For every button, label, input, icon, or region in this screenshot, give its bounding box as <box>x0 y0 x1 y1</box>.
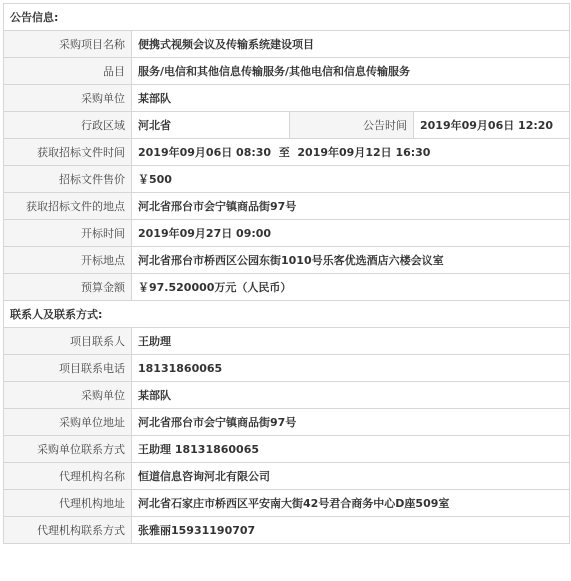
table-row <box>4 355 570 382</box>
table-row <box>4 166 570 193</box>
section-header-row <box>4 301 570 328</box>
table-row <box>4 274 570 301</box>
value-purchaser: 某部队 <box>132 85 570 112</box>
announcement-table <box>3 3 570 544</box>
value-agency-addr: 河北省石家庄市桥西区平安南大街42号君合商务中心D座509室 <box>132 490 570 517</box>
value-purchaser-addr: 河北省邢台市会宁镇商品街97号 <box>132 409 570 436</box>
table-row <box>4 58 570 85</box>
value-category: 服务/电信和其他信息传输服务/其他电信和信息传输服务 <box>132 58 570 85</box>
label-open-place: 开标地点 <box>4 247 132 274</box>
value-doc-place: 河北省邢台市会宁镇商品街97号 <box>132 193 570 220</box>
label-purchaser: 采购单位 <box>4 85 132 112</box>
label-contact-phone: 项目联系电话 <box>4 355 132 382</box>
table-row <box>4 490 570 517</box>
table-row <box>4 382 570 409</box>
table-row <box>4 247 570 274</box>
label-agency-addr: 代理机构地址 <box>4 490 132 517</box>
label-open-time: 开标时间 <box>4 220 132 247</box>
value-contact-phone: 18131860065 <box>132 355 570 382</box>
label-purchaser-contact: 采购单位联系方式 <box>4 436 132 463</box>
section-header-row <box>4 4 570 31</box>
value-project-name: 便携式视频会议及传输系统建设项目 <box>132 31 570 58</box>
section-title-announcement: 公告信息: <box>4 4 570 31</box>
label-doc-place: 获取招标文件的地点 <box>4 193 132 220</box>
table-row <box>4 517 570 544</box>
value-purchaser-2: 某部队 <box>132 382 570 409</box>
announcement-panel <box>3 3 569 544</box>
label-category: 品目 <box>4 58 132 85</box>
value-doc-time: 2019年09月06日 08:30 至 2019年09月12日 16:30 <box>132 139 570 166</box>
table-row <box>4 220 570 247</box>
label-project-name: 采购项目名称 <box>4 31 132 58</box>
table-row <box>4 436 570 463</box>
label-contact: 项目联系人 <box>4 328 132 355</box>
label-announce-time: 公告时间 <box>290 112 414 139</box>
value-announce-time: 2019年09月06日 12:20 <box>414 112 570 139</box>
value-region: 河北省 <box>132 112 290 139</box>
value-agency-contact: 张雅丽15931190707 <box>132 517 570 544</box>
value-budget: ￥97.520000万元（人民币） <box>132 274 570 301</box>
label-region: 行政区域 <box>4 112 132 139</box>
table-row <box>4 463 570 490</box>
label-budget: 预算金额 <box>4 274 132 301</box>
table-row <box>4 328 570 355</box>
table-row <box>4 193 570 220</box>
table-row <box>4 139 570 166</box>
value-agency: 恒道信息咨询河北有限公司 <box>132 463 570 490</box>
label-agency: 代理机构名称 <box>4 463 132 490</box>
table-row <box>4 409 570 436</box>
value-open-time: 2019年09月27日 09:00 <box>132 220 570 247</box>
table-row <box>4 112 570 139</box>
value-open-place: 河北省邢台市桥西区公园东街1010号乐客优选酒店六楼会议室 <box>132 247 570 274</box>
label-purchaser-addr: 采购单位地址 <box>4 409 132 436</box>
section-title-contacts: 联系人及联系方式: <box>4 301 570 328</box>
label-purchaser-2: 采购单位 <box>4 382 132 409</box>
value-purchaser-contact: 王助理 18131860065 <box>132 436 570 463</box>
table-row <box>4 31 570 58</box>
label-doc-price: 招标文件售价 <box>4 166 132 193</box>
value-contact: 王助理 <box>132 328 570 355</box>
value-doc-price: ￥500 <box>132 166 570 193</box>
label-doc-time: 获取招标文件时间 <box>4 139 132 166</box>
label-agency-contact: 代理机构联系方式 <box>4 517 132 544</box>
table-row <box>4 85 570 112</box>
